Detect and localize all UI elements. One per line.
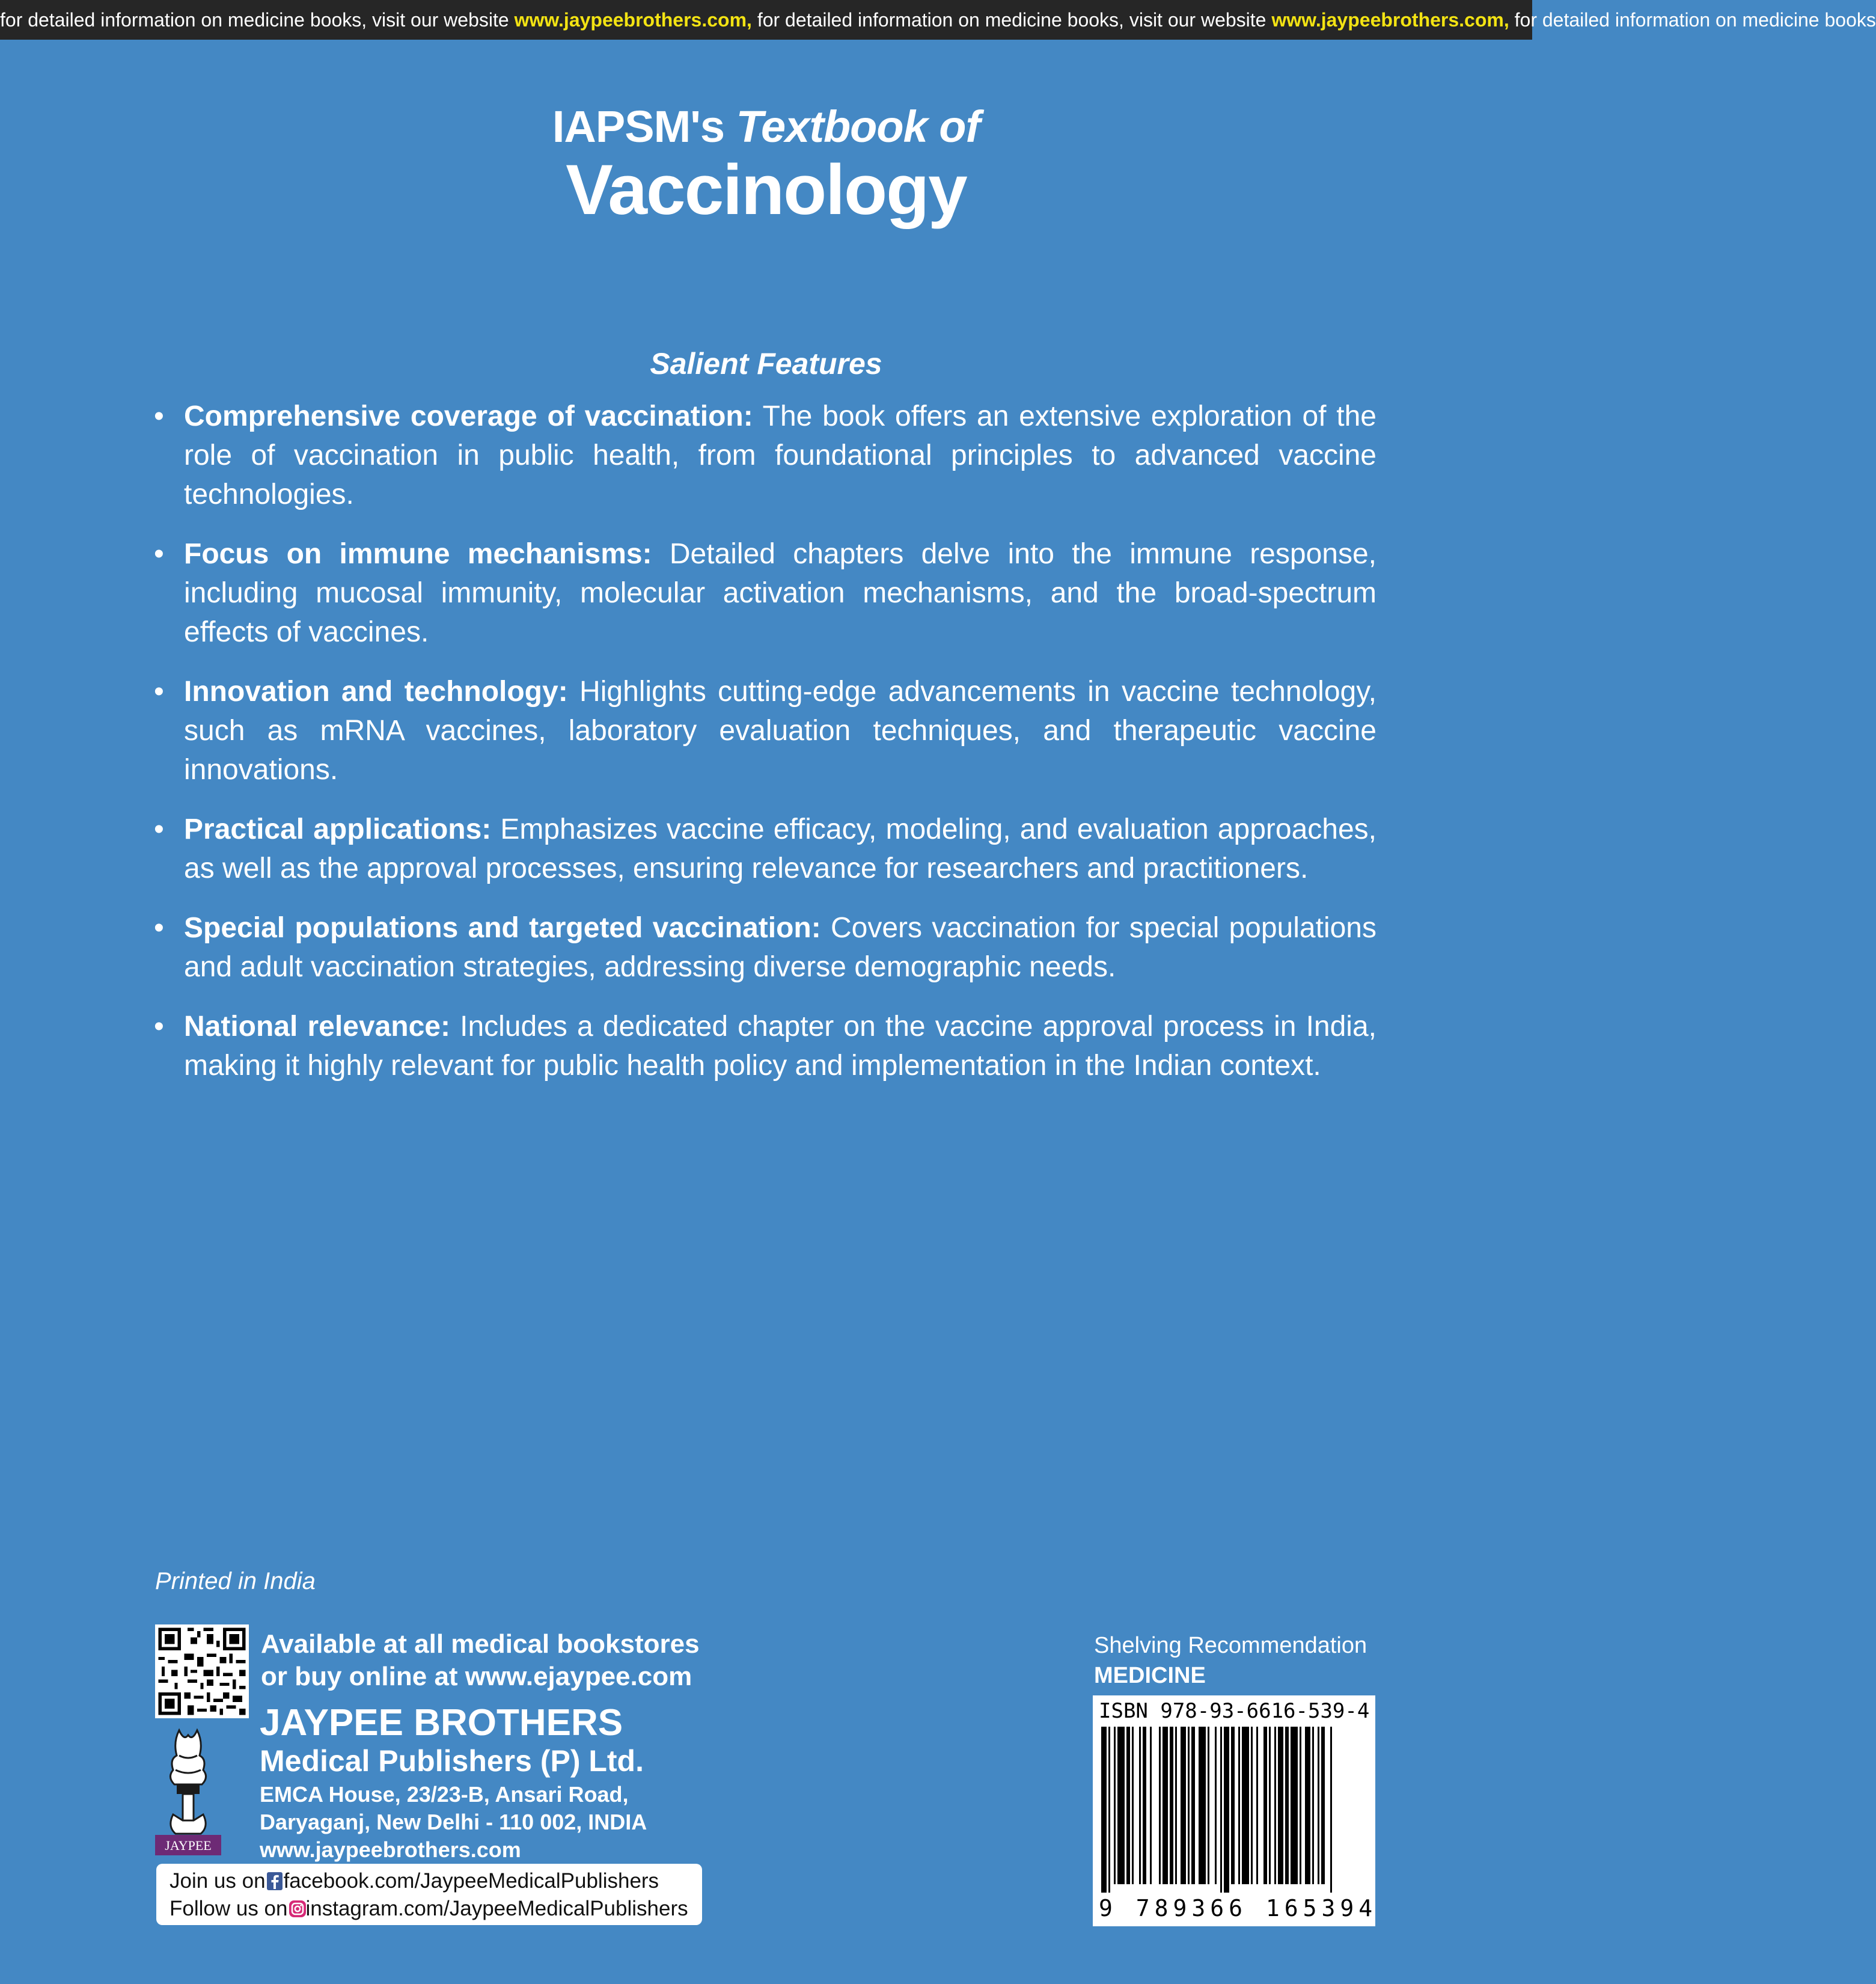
feature-text: Covers vaccination for special populations and adult vaccination strategies, addressing diverse demographic needs. [184,912,1376,983]
barcode-bar [1263,1727,1267,1884]
facebook-row[interactable] [170,1867,702,1895]
feature-text: Highlights cutting-edge advancements in vaccine technology, such as mRNA vaccines, laboratory evaluation techniques, and therapeutic vaccine innovations. [184,676,1376,786]
isbn-top-text: ISBN 978-93-6616-539-4 [1099,1699,1370,1723]
availability-line2[interactable]: or buy online at www.ejaypee.com [261,1662,692,1691]
barcode-bar [1285,1727,1289,1884]
facebook-prefix: Join us on [170,1869,266,1893]
banner-link-2[interactable]: www.jaypeebrothers.com, [1271,9,1509,31]
availability-line1: Available at all medical bookstores [261,1629,700,1659]
book-title-main: Vaccinology [566,150,967,230]
barcode-bar [1215,1727,1217,1884]
feature-title: Practical applications: [184,813,492,845]
qr-code-icon[interactable] [155,1624,249,1718]
salient-features-heading: Salient Features [650,347,882,381]
barcode-bar [1278,1727,1283,1884]
feature-title: Special populations and targeted vaccination: [184,912,821,944]
barcode-bar [1330,1727,1332,1893]
social-box [156,1864,702,1925]
barcode-bar [1108,1727,1110,1893]
barcode-bar [1159,1727,1161,1884]
feature-item [150,534,1376,652]
barcode-bar [1312,1727,1314,1884]
barcode-bar [1300,1727,1301,1884]
barcode-bar [1139,1727,1141,1884]
bullet-icon: • [154,912,164,944]
bullet-icon: • [154,400,164,432]
instagram-row[interactable] [170,1895,702,1923]
jaypee-logo [155,1724,221,1858]
feature-text: Detailed chapters delve into the immune response, including mucosal immunity, molecular activation mechanisms, and the broad-spectrum effects of vaccines. [184,538,1376,648]
banner-text-2: for detailed information on medicine books, visit our website [751,9,1272,31]
isbn-bottom-text: 9 789366 165394 [1099,1895,1378,1921]
title-prefix: IAPSM's [552,102,736,152]
barcode-bar [1199,1727,1206,1884]
top-banner [0,0,1876,40]
barcode-bar [1188,1727,1190,1884]
publisher-address [260,1781,647,1864]
availability-text [261,1628,700,1693]
barcode-bar [1191,1727,1195,1884]
banner-link-1[interactable]: www.jaypeebrothers.com, [514,9,752,31]
shelving-recommendation [1094,1630,1367,1691]
feature-title: Focus on immune mechanisms: [184,538,652,570]
bullet-icon: • [154,676,164,708]
shelving-category: MEDICINE [1094,1663,1206,1688]
barcode-bars-icon [1099,1727,1369,1893]
barcode-bar [1181,1727,1186,1884]
barcode-bar [1117,1727,1125,1884]
barcode-bar [1318,1727,1319,1884]
feature-title: Innovation and technology: [184,676,568,708]
barcode-bar [1220,1727,1222,1893]
instagram-url[interactable]: instagram.com/JaypeeMedicalPublishers [305,1897,688,1920]
barcode-bar [1251,1727,1253,1884]
feature-title: National relevance: [184,1011,450,1043]
feature-text: The book offers an extensive exploration of the role of vaccination in public health, from foundational principles to advanced vaccine technologies. [184,400,1377,510]
shelving-label: Shelving Recommendation [1094,1633,1367,1658]
isbn-barcode [1093,1695,1378,1926]
bullet-icon: • [154,1011,164,1043]
publisher-website[interactable]: www.jaypeebrothers.com [260,1837,521,1862]
barcode-bar [1114,1727,1116,1884]
barcode-bar [1269,1727,1271,1884]
barcode-bar [1242,1727,1249,1884]
feature-text: Emphasizes vaccine efficacy, modeling, and evaluation approaches, as well as the approval processes, ensuring relevance for researchers and practitioners. [184,813,1376,884]
feature-item [150,672,1376,789]
facebook-url[interactable]: facebook.com/JaypeeMedicalPublishers [283,1869,659,1893]
barcode-bar [1208,1727,1209,1884]
logo-text: JAYPEE [165,1838,212,1853]
publisher-subname: Medical Publishers (P) Ltd. [260,1744,644,1778]
instagram-icon [289,1897,304,1915]
book-title-line1 [0,101,1532,152]
barcode-bar [1126,1727,1130,1884]
barcode-bar [1224,1727,1229,1893]
address-line1: EMCA House, 23/23-B, Ansari Road, [260,1782,629,1807]
barcode-bar [1305,1727,1310,1884]
address-line2: Daryaganj, New Delhi - 110 002, INDIA [260,1810,647,1834]
barcode-bar [1291,1727,1298,1884]
barcode-bar [1132,1727,1134,1884]
barcode-bar [1170,1727,1173,1884]
barcode-bar [1150,1727,1152,1884]
barcode-bar [1256,1727,1258,1884]
barcode-bar [1321,1727,1325,1884]
publisher-name: JAYPEE BROTHERS [260,1702,623,1744]
barcode-bar [1143,1727,1146,1884]
feature-item [150,810,1376,888]
banner-text-3: for detailed information on medicine books [1509,9,1876,31]
features-list [150,397,1376,1106]
barcode-bar [1163,1727,1168,1884]
bullet-icon: • [154,813,164,845]
title-italic: Textbook of [736,102,980,152]
banner-text-1: for detailed information on medicine books, visit our website [0,9,515,31]
barcode-bar [1238,1727,1240,1884]
feature-item [150,1007,1376,1085]
facebook-icon [267,1870,283,1888]
feature-item [150,397,1376,514]
barcode-bar [1101,1727,1107,1893]
feature-text: Includes a dedicated chapter on the vaccine approval process in India, making it highly relevant for public health policy and implementation in the Indian context. [184,1011,1376,1082]
barcode-bar [1274,1727,1276,1884]
bullet-icon: • [154,538,164,570]
feature-item [150,908,1376,987]
printed-in-india: Printed in India [155,1568,316,1594]
instagram-prefix: Follow us on [170,1897,288,1920]
feature-title: Comprehensive coverage of vaccination: [184,400,753,432]
barcode-bar [1175,1727,1177,1884]
barcode-bar [1231,1727,1235,1884]
